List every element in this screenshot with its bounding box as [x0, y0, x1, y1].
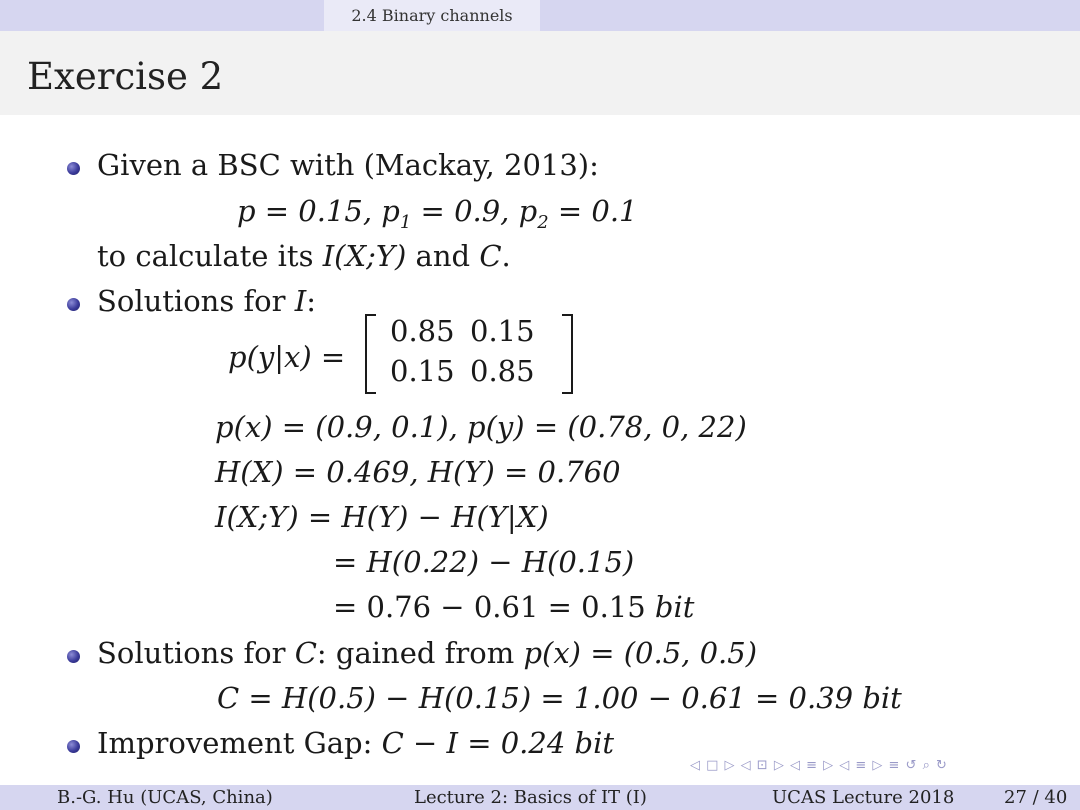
equation-capacity: C = H(0.5) − H(0.15) = 1.00 − 0.61 = 0.39 bit [217, 681, 902, 715]
bullet-icon [67, 650, 80, 663]
slide-body [0, 115, 1080, 785]
bullet-2-text: Solutions for I: [97, 284, 316, 318]
pyx-label: p(y|x) = [228, 340, 346, 374]
equation-mutual-info-result: = 0.76 − 0.61 = 0.15 bit [333, 590, 695, 624]
footer-lecture: Lecture 2: Basics of IT (I) [414, 787, 647, 808]
title-bar [0, 31, 1080, 115]
bullet-icon [67, 162, 80, 175]
bullet-icon [67, 298, 80, 311]
matrix-cell: 0.15 [390, 354, 455, 388]
matrix-right-bracket [562, 314, 573, 394]
header-bar [0, 0, 1080, 31]
section-tab[interactable]: 2.4 Binary channels [324, 0, 540, 31]
matrix-cell: 0.85 [470, 354, 535, 388]
bullet-4-text: Improvement Gap: C − I = 0.24 bit [97, 726, 615, 760]
slide-title: Exercise 2 [27, 55, 224, 98]
equation-mutual-info: I(X;Y) = H(Y) − H(Y|X) [215, 500, 549, 534]
matrix-left-bracket [365, 314, 376, 394]
footer-venue: UCAS Lecture 2018 [772, 787, 955, 808]
equation-px-py: p(x) = (0.9, 0.1), p(y) = (0.78, 0, 22) [215, 410, 747, 444]
footer-author: B.-G. Hu (UCAS, China) [57, 787, 273, 808]
bsc-params: p = 0.15, $p_1 = 0.9$, $p_2 = 0.1$ [237, 194, 638, 233]
bullet-1-follow: to calculate its I(X;Y) and C. [97, 239, 511, 273]
matrix-cell: 0.85 [390, 314, 455, 348]
bullet-icon [67, 740, 80, 753]
bullet-3-text: Solutions for C: gained from p(x) = (0.5, 0.5) [97, 636, 758, 670]
channel-matrix [365, 314, 573, 394]
footer-bar [0, 785, 1080, 810]
equation-entropies: H(X) = 0.469, H(Y) = 0.760 [215, 455, 621, 489]
matrix-cell: 0.15 [470, 314, 535, 348]
equation-mutual-info-step: = H(0.22) − H(0.15) [333, 545, 635, 579]
bullet-1-text: Given a BSC with (Mackay, 2013): [97, 148, 599, 182]
footer-page-number: 27 / 40 [1004, 787, 1068, 808]
beamer-nav-icons[interactable]: ◁ □ ▷ ◁ ⊡ ▷ ◁ ≡ ▷ ◁ ≡ ▷ ≡ ↺ ⌕ ↻ [690, 758, 948, 773]
